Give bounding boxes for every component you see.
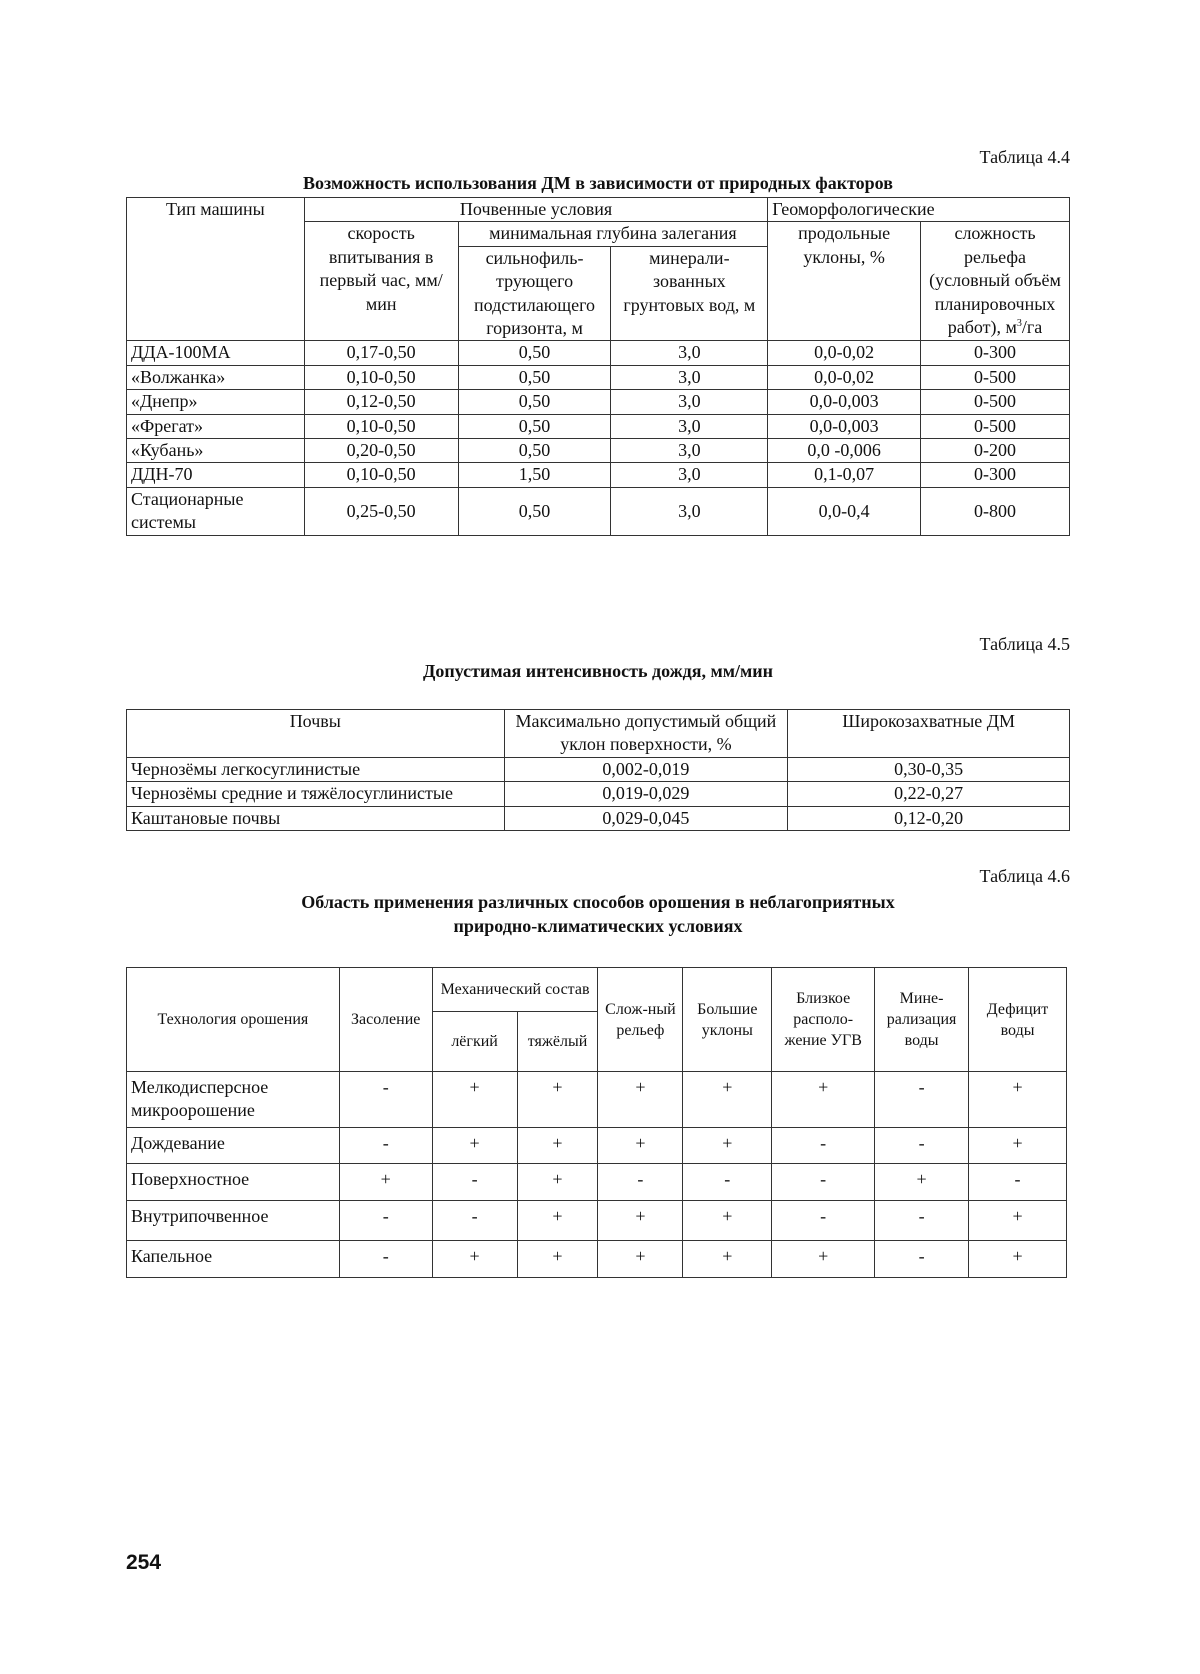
table-row [127, 390, 1070, 414]
header-wide-machines: Широкозахватные ДМ [788, 710, 1070, 758]
table-row [127, 414, 1070, 438]
header-salinity: Засоление [339, 968, 432, 1072]
header-filtering-horizon: сильнофиль-трующего подстилающего горизонта, м [458, 246, 611, 341]
cell-slopes: 0,1-0,07 [768, 463, 921, 487]
cell-heavy: + [517, 1128, 598, 1164]
table-4-6-label: Таблица 4.6 [979, 866, 1070, 886]
cell-machine: «Кубань» [127, 439, 305, 463]
cell-close-gwt: + [772, 1072, 875, 1128]
cell-complex-relief: - [598, 1164, 683, 1201]
cell-groundwater: 3,0 [611, 390, 768, 414]
cell-heavy: + [517, 1241, 598, 1278]
table-row [127, 1128, 1067, 1164]
table-row [127, 487, 1070, 535]
cell-slope: 0,029-0,045 [504, 806, 788, 830]
cell-filtering: 0,50 [458, 390, 611, 414]
header-close-gwt: Близкое располо-жение УГВ [772, 968, 875, 1072]
header-big-slopes: Большие уклоны [683, 968, 772, 1072]
cell-technology: Капельное [127, 1241, 340, 1278]
cell-mineralization: - [875, 1128, 969, 1164]
table-4-4 [126, 197, 1070, 536]
header-soils: Почвы [127, 710, 505, 758]
table-4-5 [126, 709, 1070, 831]
cell-intensity: 0,12-0,20 [788, 806, 1070, 830]
cell-technology: Дождевание [127, 1128, 340, 1164]
cell-filtering: 0,50 [458, 414, 611, 438]
cell-infiltration: 0,12-0,50 [304, 390, 458, 414]
table-4-6-title-line2: природно-климатических условиях [453, 916, 743, 936]
cell-heavy: + [517, 1201, 598, 1241]
cell-machine: «Волжанка» [127, 365, 305, 389]
cell-light: - [432, 1164, 517, 1201]
cell-machine: ДДН-70 [127, 463, 305, 487]
cell-soil: Чернозёмы средние и тяжёлосуглинистые [127, 782, 505, 806]
cell-mineralization: - [875, 1072, 969, 1128]
cell-heavy: + [517, 1072, 598, 1128]
cell-heavy: + [517, 1164, 598, 1201]
header-infiltration: скорость впитывания в первый час, мм/мин [304, 222, 458, 341]
table-row [127, 463, 1070, 487]
cell-slopes: 0,0-0,003 [768, 414, 921, 438]
cell-technology: Внутрипочвенное [127, 1201, 340, 1241]
cell-machine: Стационарные системы [127, 487, 305, 535]
header-mineralization: Мине-рализация воды [875, 968, 969, 1072]
header-geomorphological: Геоморфологические [768, 198, 1070, 222]
table-row [127, 1201, 1067, 1241]
cell-infiltration: 0,25-0,50 [304, 487, 458, 535]
table-row [127, 757, 1070, 781]
cell-light: + [432, 1241, 517, 1278]
cell-salinity: - [339, 1072, 432, 1128]
cell-water-deficit: + [969, 1241, 1067, 1278]
cell-intensity: 0,22-0,27 [788, 782, 1070, 806]
table-4-4-title: Возможность использования ДМ в зависимости от природных факторов [303, 173, 893, 193]
cell-relief: 0-500 [921, 390, 1070, 414]
header-slopes: продольные уклоны, % [768, 222, 921, 341]
header-machine-type: Тип машины [127, 198, 305, 341]
cell-light: - [432, 1201, 517, 1241]
header-water-deficit: Дефицит воды [969, 968, 1067, 1072]
cell-big-slopes: + [683, 1241, 772, 1278]
table-row [127, 365, 1070, 389]
cell-slope: 0,002-0,019 [504, 757, 788, 781]
table-row [127, 439, 1070, 463]
cell-filtering: 0,50 [458, 439, 611, 463]
cell-water-deficit: + [969, 1201, 1067, 1241]
cell-light: + [432, 1128, 517, 1164]
header-relief [921, 222, 1070, 341]
table-row [127, 1241, 1067, 1278]
cell-machine: «Днепр» [127, 390, 305, 414]
cell-slopes: 0,0-0,02 [768, 341, 921, 365]
cell-light: + [432, 1072, 517, 1128]
cell-complex-relief: + [598, 1201, 683, 1241]
cell-big-slopes: - [683, 1164, 772, 1201]
cell-groundwater: 3,0 [611, 463, 768, 487]
cell-big-slopes: + [683, 1201, 772, 1241]
table-4-5-title: Допустимая интенсивность дождя, мм/мин [422, 661, 774, 681]
header-groundwater: минерали-зованных грунтовых вод, м [611, 246, 768, 341]
cell-machine: ДДА-100МА [127, 341, 305, 365]
cell-complex-relief: + [598, 1072, 683, 1128]
table-4-6-title-line1: Область применения различных способов орошения в неблагоприятных [301, 892, 895, 912]
page-number: 254 [126, 1551, 162, 1574]
header-relief-unit: /га [1021, 317, 1043, 338]
table-row [127, 1164, 1067, 1201]
cell-relief: 0-500 [921, 365, 1070, 389]
cell-slopes: 0,0-0,02 [768, 365, 921, 389]
header-soil-conditions: Почвенные условия [304, 198, 767, 222]
cell-infiltration: 0,10-0,50 [304, 414, 458, 438]
header-relief-sup: 3 [1016, 318, 1022, 330]
table-4-4-label: Таблица 4.4 [979, 147, 1070, 167]
cell-slopes: 0,0-0,003 [768, 390, 921, 414]
header-max-slope: Максимально допустимый общий уклон поверхности, % [504, 710, 788, 758]
cell-relief: 0-800 [921, 487, 1070, 535]
cell-close-gwt: + [772, 1241, 875, 1278]
cell-infiltration: 0,20-0,50 [304, 439, 458, 463]
cell-filtering: 0,50 [458, 365, 611, 389]
cell-complex-relief: + [598, 1241, 683, 1278]
cell-mineralization: + [875, 1164, 969, 1201]
cell-big-slopes: + [683, 1128, 772, 1164]
header-min-depth: минимальная глубина залегания [458, 222, 768, 246]
table-4-6 [126, 967, 1067, 1278]
cell-salinity: - [339, 1201, 432, 1241]
table-row [127, 782, 1070, 806]
cell-complex-relief: + [598, 1128, 683, 1164]
cell-mineralization: - [875, 1241, 969, 1278]
cell-slope: 0,019-0,029 [504, 782, 788, 806]
cell-slopes: 0,0-0,4 [768, 487, 921, 535]
cell-mineralization: - [875, 1201, 969, 1241]
table-4-5-label: Таблица 4.5 [979, 634, 1070, 654]
cell-filtering: 0,50 [458, 341, 611, 365]
header-relief-text: сложность рельефа (условный объём планировочных работ), м [929, 223, 1061, 338]
cell-filtering: 1,50 [458, 463, 611, 487]
cell-groundwater: 3,0 [611, 341, 768, 365]
cell-filtering: 0,50 [458, 487, 611, 535]
cell-salinity: - [339, 1241, 432, 1278]
cell-infiltration: 0,17-0,50 [304, 341, 458, 365]
cell-close-gwt: - [772, 1128, 875, 1164]
table-row [127, 341, 1070, 365]
header-light: лёгкий [432, 1012, 517, 1072]
cell-machine: «Фрегат» [127, 414, 305, 438]
cell-water-deficit: - [969, 1164, 1067, 1201]
cell-relief: 0-500 [921, 414, 1070, 438]
cell-groundwater: 3,0 [611, 487, 768, 535]
cell-groundwater: 3,0 [611, 414, 768, 438]
cell-water-deficit: + [969, 1128, 1067, 1164]
cell-salinity: - [339, 1128, 432, 1164]
cell-technology: Мелкодисперсное микроорошение [127, 1072, 340, 1128]
cell-technology: Поверхностное [127, 1164, 340, 1201]
cell-salinity: + [339, 1164, 432, 1201]
cell-intensity: 0,30-0,35 [788, 757, 1070, 781]
cell-soil: Чернозёмы легкосуглинистые [127, 757, 505, 781]
cell-relief: 0-200 [921, 439, 1070, 463]
cell-slopes: 0,0 -0,006 [768, 439, 921, 463]
header-technology: Технология орошения [127, 968, 340, 1072]
cell-close-gwt: - [772, 1201, 875, 1241]
header-mech-composition: Механический состав [432, 968, 598, 1012]
cell-big-slopes: + [683, 1072, 772, 1128]
header-complex-relief: Слож-ный рельеф [598, 968, 683, 1072]
cell-groundwater: 3,0 [611, 365, 768, 389]
table-row [127, 1072, 1067, 1128]
header-heavy: тяжёлый [517, 1012, 598, 1072]
cell-relief: 0-300 [921, 341, 1070, 365]
cell-relief: 0-300 [921, 463, 1070, 487]
cell-groundwater: 3,0 [611, 439, 768, 463]
cell-close-gwt: - [772, 1164, 875, 1201]
cell-infiltration: 0,10-0,50 [304, 365, 458, 389]
cell-infiltration: 0,10-0,50 [304, 463, 458, 487]
cell-water-deficit: + [969, 1072, 1067, 1128]
cell-soil: Каштановые почвы [127, 806, 505, 830]
table-row [127, 806, 1070, 830]
